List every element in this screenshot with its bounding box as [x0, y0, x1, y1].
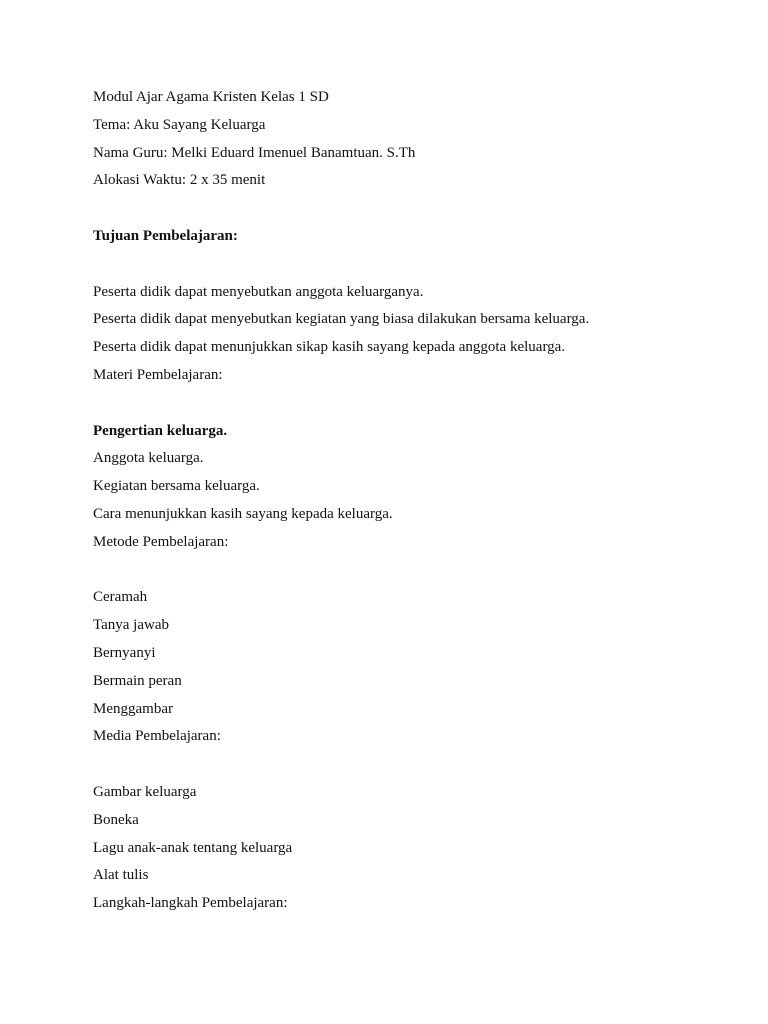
- time-allocation-line: Alokasi Waktu: 2 x 35 menit: [93, 172, 266, 189]
- learning-media-heading: Media Pembelajaran:: [93, 728, 221, 745]
- family-definition-subheading: Pengertian keluarga.: [93, 422, 228, 439]
- method-item: Menggambar: [93, 700, 173, 717]
- learning-material-heading: Materi Pembelajaran:: [93, 366, 223, 383]
- learning-method-heading: Metode Pembelajaran:: [93, 533, 229, 550]
- material-item: Cara menunjukkan kasih sayang kepada keluarga.: [93, 505, 393, 522]
- objective-item: Peserta didik dapat menunjukkan sikap kasih sayang kepada anggota keluarga.: [93, 339, 566, 356]
- learning-objectives-heading: Tujuan Pembelajaran:: [93, 227, 238, 244]
- objective-item: Peserta didik dapat menyebutkan kegiatan yang biasa dilakukan bersama keluarga.: [93, 311, 590, 328]
- spacer: [93, 251, 728, 279]
- objective-item: Peserta didik dapat menyebutkan anggota keluarganya.: [93, 283, 424, 300]
- media-item: Lagu anak-anak tentang keluarga: [93, 839, 293, 856]
- spacer: [93, 557, 728, 585]
- method-item: Ceramah: [93, 589, 148, 606]
- learning-steps-heading: Langkah-langkah Pembelajaran:: [93, 895, 288, 912]
- theme-line: Tema: Aku Sayang Keluarga: [93, 116, 266, 133]
- method-item: Tanya jawab: [93, 617, 169, 634]
- material-item: Anggota keluarga.: [93, 450, 204, 467]
- material-item: Kegiatan bersama keluarga.: [93, 478, 260, 495]
- media-item: Boneka: [93, 811, 139, 828]
- media-item: Alat tulis: [93, 867, 149, 884]
- media-item: Gambar keluarga: [93, 783, 197, 800]
- teacher-name-line: Nama Guru: Melki Eduard Imenuel Banamtuan. S.Th: [93, 144, 416, 161]
- method-item: Bernyanyi: [93, 644, 156, 661]
- spacer: [93, 195, 728, 223]
- spacer: [93, 751, 728, 779]
- module-title: Modul Ajar Agama Kristen Kelas 1 SD: [93, 89, 329, 105]
- method-item: Bermain peran: [93, 672, 182, 689]
- document-body: [93, 84, 728, 918]
- spacer: [93, 390, 728, 418]
